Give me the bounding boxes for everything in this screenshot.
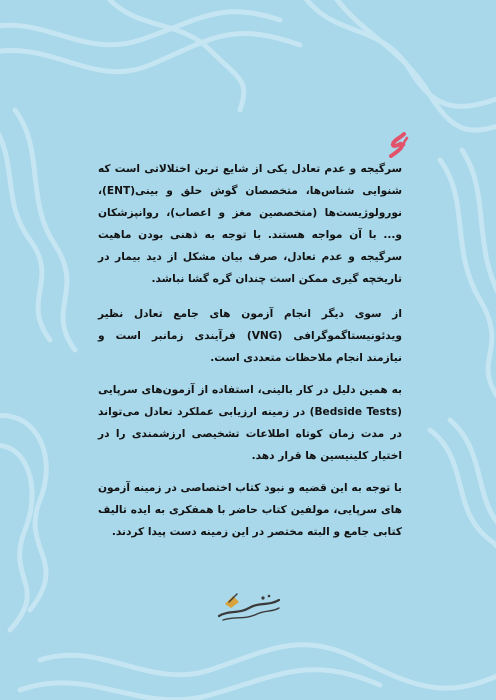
brush-stroke-icon bbox=[388, 132, 410, 158]
paragraph-vng: از سوی دیگر انجام آزمون های جامع تعادل نظیر ویدئونیستاگموگرافی (VNG) فرآیندی زمانبر است و نیازمند انجام ملاحظات متعددی است. bbox=[98, 307, 402, 364]
publisher-logo-icon bbox=[215, 590, 283, 624]
paragraph-book-purpose: با توجه به این قضیه و نبود کتاب اختصاصی در زمینه آزمون های سرپایی، مولفین کتاب حاضر با همفکری به ایده تالیف کتابی جامع و البته مختصر در این زمینه دست پیدا کردند. bbox=[98, 481, 402, 538]
paragraph-bedside-tests: به همین دلیل در کار بالینی، استفاده از آزمون‌های سرپایی (Bedside Tests) در زمینه ارزیابی عملکرد تعادل می‌تواند در مدت زمان کوتاه اطلاعات تشخیصی ارزشمندی را در اختیار کلینیسین ها قرار دهد. bbox=[98, 383, 402, 462]
paragraph-intro: سرگیجه و عدم تعادل یکی از شایع ترین اختلالاتی است که شنوایی شناس‌ها، متخصصان گوش حلق و بینی(ENT)، نورولوژیست‌ها (متخصصین مغز و اعصاب)، روانپزشکان و... با آن مواجه هستند. با توجه به ذهنی بودن ماهیت سرگیجه و عدم تعادل، صرف بیان مشکل از دید بیمار در تاریخچه گیری ممکن است چندان گره گشا نباشد. bbox=[98, 162, 402, 285]
